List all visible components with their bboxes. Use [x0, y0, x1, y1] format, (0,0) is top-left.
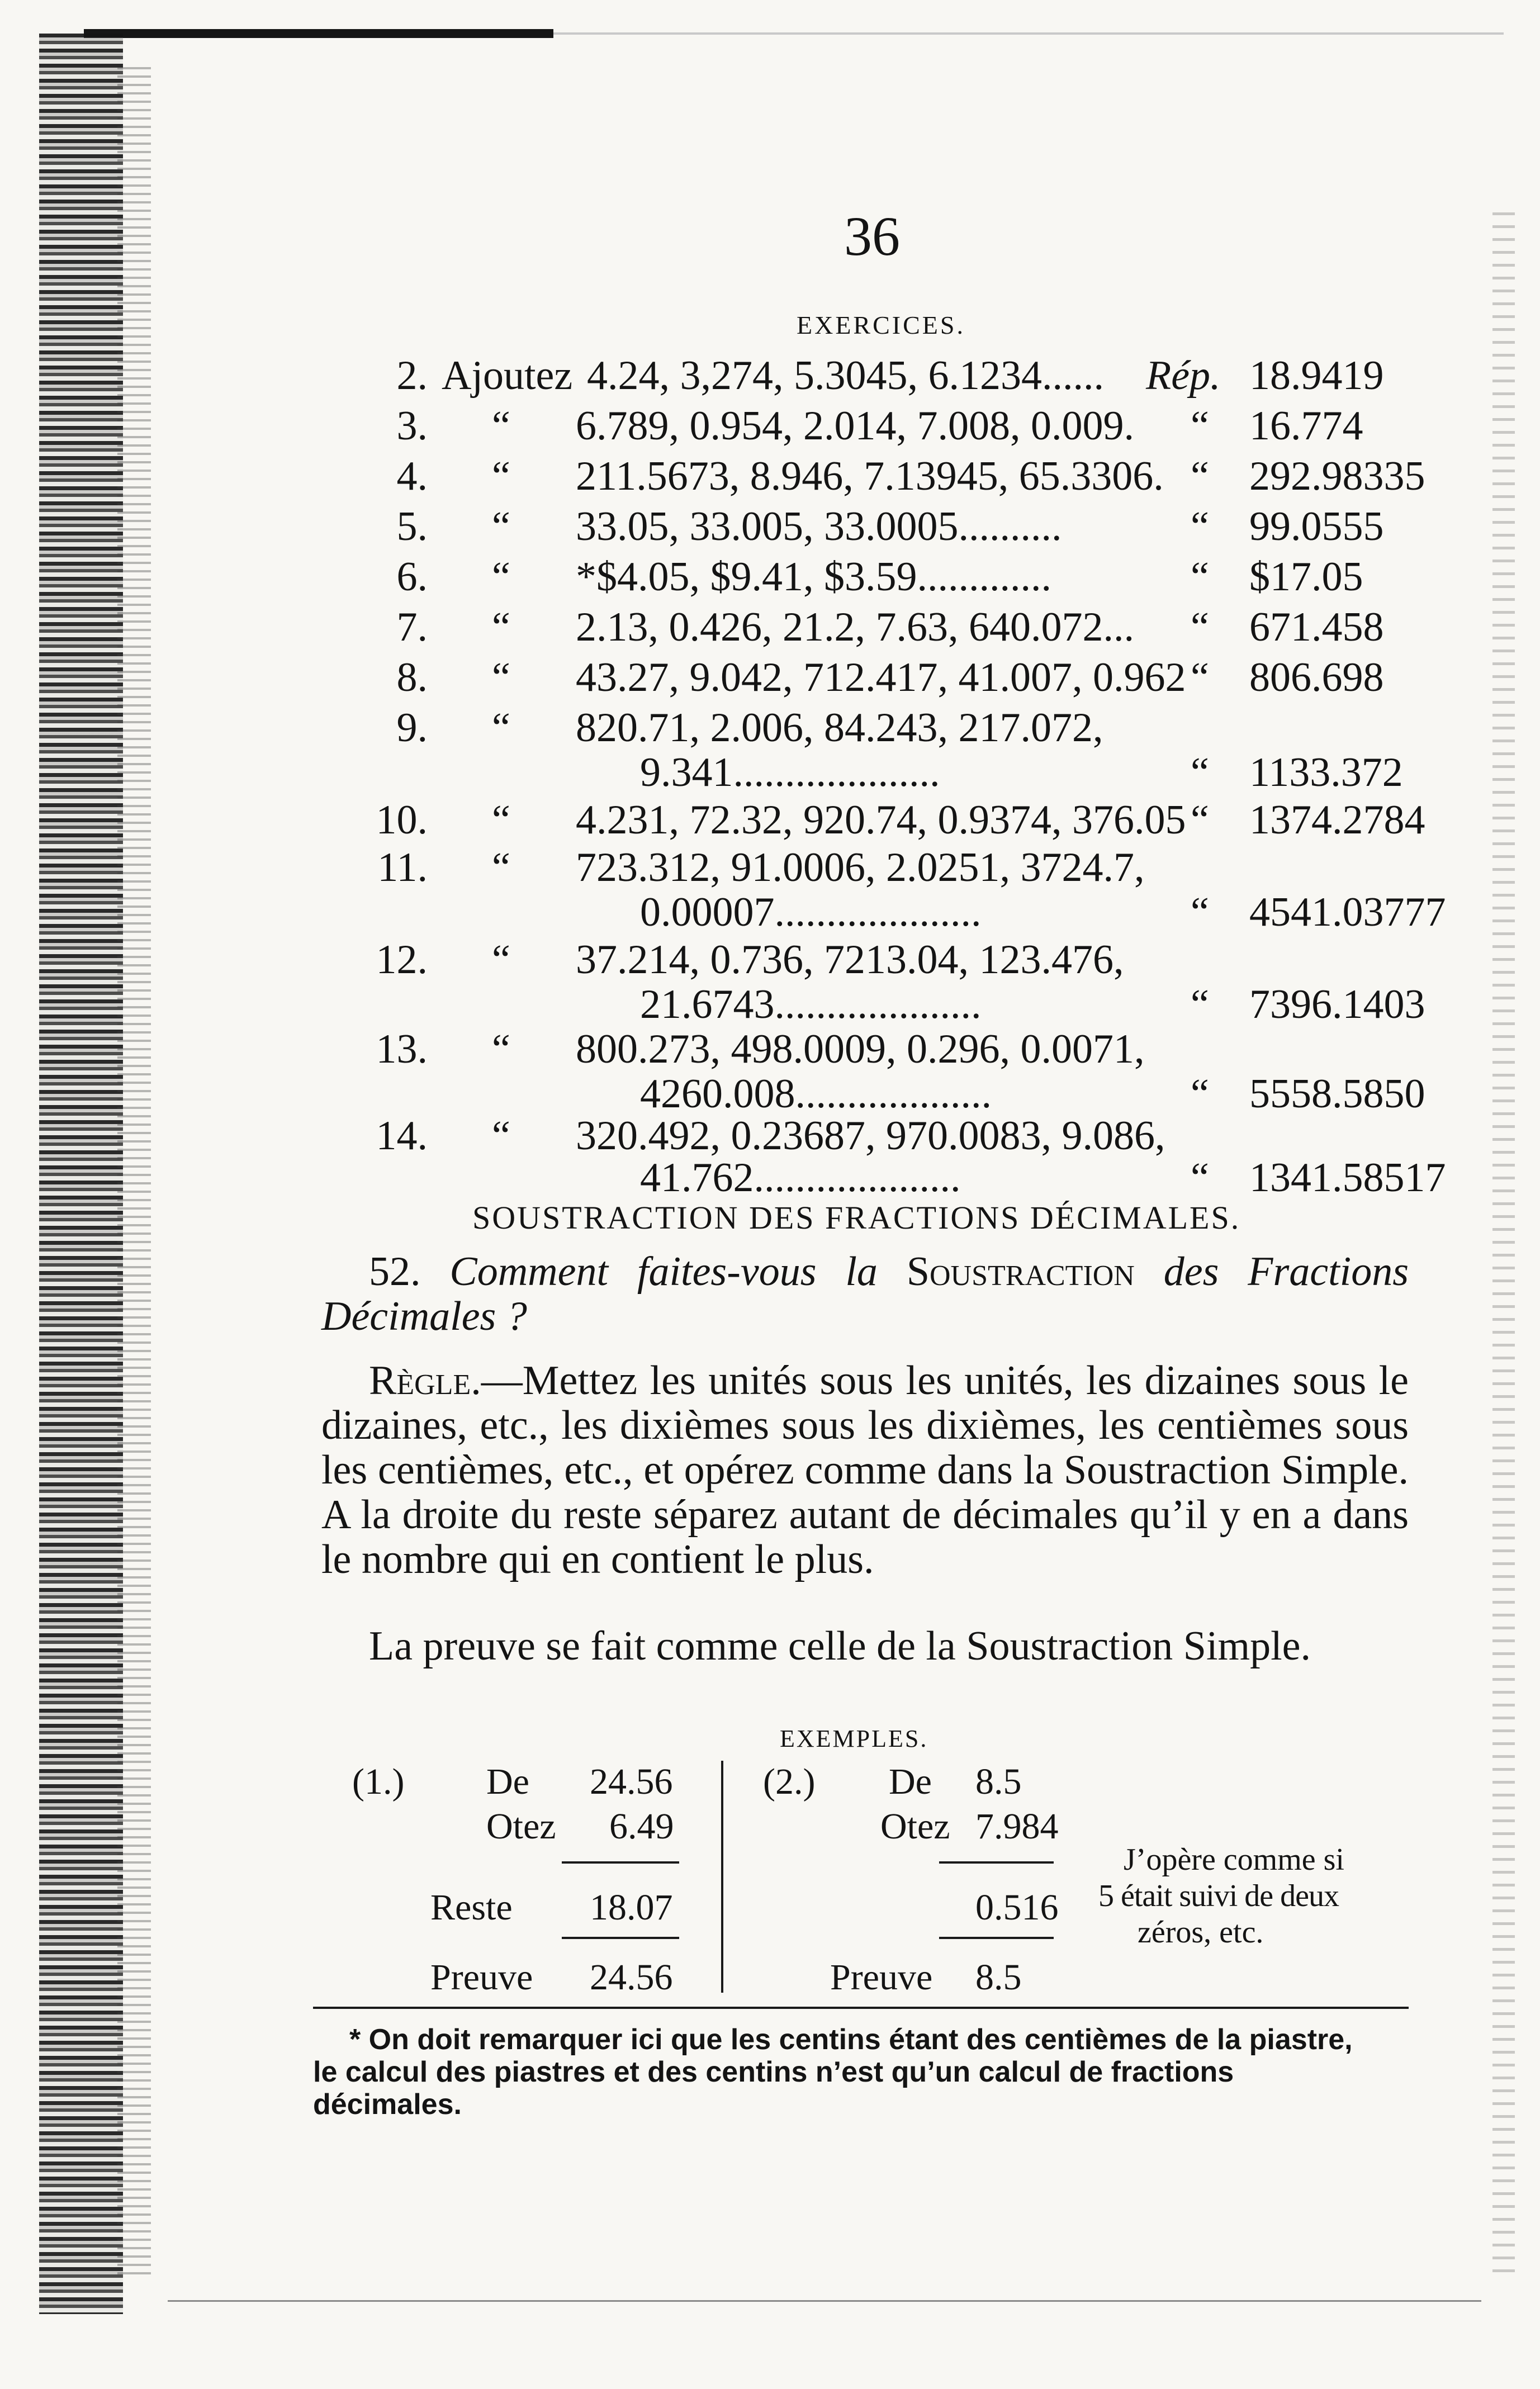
example-1-otez-value: 6.49: [609, 1806, 674, 1847]
example-1-preuve-value: 24.56: [590, 1957, 673, 1998]
scan-edge-top-thin: [553, 32, 1504, 35]
example-note-line: 5 était suivi de deux: [1098, 1879, 1339, 1913]
ditto-mark: “: [492, 604, 510, 650]
example-2-de-label: De: [889, 1761, 932, 1802]
example-1-de-label: De: [486, 1761, 529, 1802]
exercise-numbers-cont: 4260.008...................: [640, 1071, 992, 1117]
footnote-line: * On doit remarquer ici que les centins étant des centièmes de la piastre,: [349, 2023, 1353, 2056]
exercise-number: 10.: [376, 797, 428, 843]
exercise-row: [0, 352, 1540, 402]
exercise-row: [0, 844, 1540, 894]
example-2-rule-1: [939, 1861, 1054, 1864]
ditto-mark: “: [492, 1026, 510, 1072]
question-paragraph: [321, 1249, 1409, 1339]
example-2-label: (2.): [763, 1761, 816, 1802]
example-note-line: J’opère comme si: [1124, 1842, 1344, 1877]
answer-ditto: “: [1191, 889, 1209, 935]
exercise-row: [0, 553, 1540, 604]
exercise-number: 11.: [377, 845, 428, 890]
answer-ditto: “: [1191, 797, 1209, 843]
exercise-numbers: 4.231, 72.32, 920.74, 0.9374, 376.05: [576, 797, 1186, 843]
question-text-2: des Fractions Décimales ?: [321, 1249, 1409, 1339]
examples-heading: EXEMPLES.: [780, 1725, 928, 1752]
section-title: SOUSTRACTION DES FRACTIONS DÉCIMALES.: [472, 1200, 1241, 1236]
exercise-answer: 806.698: [1249, 655, 1384, 700]
ditto-mark: “: [492, 554, 510, 600]
ditto-mark: “: [492, 845, 510, 890]
exercise-answer: 4541.03777: [1249, 889, 1446, 935]
exercise-answer: 5558.5850: [1249, 1071, 1425, 1117]
example-1-rule-1: [562, 1861, 679, 1864]
exercise-row: [0, 654, 1540, 704]
exercise-row: [0, 402, 1540, 453]
question-number: 52.: [369, 1249, 421, 1295]
example-1-preuve-label: Preuve: [430, 1957, 533, 1998]
answer-ditto: “: [1191, 504, 1209, 549]
exercise-verb: Ajoutez: [442, 353, 573, 399]
ditto-mark: “: [492, 937, 510, 983]
exercise-row: [0, 936, 1540, 987]
exercise-numbers-cont: 0.00007....................: [640, 889, 982, 935]
example-2-preuve-value: 8.5: [975, 1957, 1022, 1998]
exercise-row: [0, 1026, 1540, 1076]
answer-ditto: “: [1191, 655, 1209, 700]
exercise-row-continuation: [0, 1154, 1540, 1205]
exercise-numbers: 800.273, 498.0009, 0.296, 0.0071,: [576, 1026, 1145, 1072]
scan-edge-top: [84, 29, 553, 38]
exercise-answer: 292.98335: [1249, 453, 1425, 499]
ditto-mark: “: [492, 705, 510, 751]
exercise-answer: 671.458: [1249, 604, 1384, 650]
exercise-row: [0, 503, 1540, 553]
ditto-mark: “: [492, 1113, 510, 1159]
example-note-line: zéros, etc.: [1138, 1915, 1264, 1950]
footnote-line: décimales.: [313, 2088, 462, 2121]
example-2-preuve-label: Preuve: [830, 1957, 933, 1998]
exercise-number: 13.: [376, 1026, 428, 1072]
exercise-numbers: 320.492, 0.23687, 970.0083, 9.086,: [576, 1113, 1165, 1159]
exercise-answer: $17.05: [1249, 554, 1363, 600]
exercise-answer: 99.0555: [1249, 504, 1384, 549]
exercise-number: 6.: [396, 554, 428, 600]
question-caps: Soustraction: [906, 1249, 1135, 1295]
proof-paragraph: La preuve se fait comme celle de la Soustraction Simple.: [369, 1623, 1311, 1669]
exercises-heading: EXERCICES.: [797, 311, 965, 339]
rule-text: —Mettez les unités sous les unités, les dizaines sous le dizaines, etc., les dixièmes sous les dixièmes, les centièmes sous les centièmes, etc., et opérez comme dans la Soustraction Simple. A la droite du reste séparez autant de décimales qu’il y en a dans le nombre qui en contient le plus.: [321, 1358, 1409, 1582]
exercise-numbers: 37.214, 0.736, 7213.04, 123.476,: [576, 937, 1124, 983]
exercise-answer: 18.9419: [1249, 353, 1384, 399]
ditto-mark: “: [492, 403, 510, 449]
exercise-number: 12.: [376, 937, 428, 983]
exercise-row: [0, 797, 1540, 847]
answer-ditto: “: [1191, 604, 1209, 650]
exercise-numbers: 4.24, 3,274, 5.3045, 6.1234......: [587, 353, 1104, 399]
example-column-separator: [721, 1761, 723, 1993]
example-2-otez-value: 7.984: [975, 1806, 1059, 1847]
example-1-label: (1.): [352, 1761, 405, 1802]
example-1-reste-label: Reste: [430, 1887, 513, 1928]
example-2-de-value: 8.5: [975, 1761, 1022, 1802]
exercise-number: 5.: [396, 504, 428, 549]
exercise-numbers: 820.71, 2.006, 84.243, 217.072,: [576, 705, 1103, 751]
answer-ditto: “: [1191, 982, 1209, 1027]
exercise-answer: 16.774: [1249, 403, 1363, 449]
answer-ditto: “: [1191, 1071, 1209, 1117]
example-2-rule-2: [939, 1937, 1054, 1939]
exercise-number: 2.: [396, 353, 428, 399]
answer-ditto: “: [1191, 554, 1209, 600]
ditto-mark: “: [492, 655, 510, 700]
example-2-reste-value: 0.516: [975, 1887, 1059, 1928]
footnote-rule: [313, 2007, 1409, 2009]
exercise-row: [0, 604, 1540, 654]
exercise-answer: 7396.1403: [1249, 982, 1425, 1027]
ditto-mark: “: [492, 797, 510, 843]
exercise-numbers-cont: 41.762....................: [640, 1155, 961, 1201]
exercise-row-continuation: [0, 981, 1540, 1031]
exercise-numbers: 6.789, 0.954, 2.014, 7.008, 0.009.: [576, 403, 1134, 449]
exercise-number: 14.: [376, 1113, 428, 1159]
exercise-answer: 1133.372: [1249, 750, 1403, 795]
exercise-row-continuation: [0, 749, 1540, 799]
answer-ditto: “: [1191, 453, 1209, 499]
question-text-1: Comment faites-vous la: [449, 1249, 878, 1295]
answer-ditto: “: [1191, 403, 1209, 449]
exercise-row-continuation: [0, 889, 1540, 939]
exercise-numbers: *$4.05, $9.41, $3.59.............: [576, 554, 1051, 600]
exercise-answer: 1341.58517: [1249, 1155, 1446, 1201]
answer-ditto: “: [1191, 750, 1209, 795]
example-1-reste-value: 18.07: [590, 1887, 673, 1928]
exercise-number: 4.: [396, 453, 428, 499]
exercise-numbers: 2.13, 0.426, 21.2, 7.63, 640.072...: [576, 604, 1134, 650]
ditto-mark: “: [492, 453, 510, 499]
exercise-row: [0, 704, 1540, 755]
exercise-number: 7.: [396, 604, 428, 650]
exercise-number: 8.: [396, 655, 428, 700]
exercise-numbers: 723.312, 91.0006, 2.0251, 3724.7,: [576, 845, 1145, 890]
exercise-number: 3.: [396, 403, 428, 449]
exercise-numbers: 43.27, 9.042, 712.417, 41.007, 0.962: [576, 655, 1186, 700]
exercise-numbers: 211.5673, 8.946, 7.13945, 65.3306.: [576, 453, 1164, 499]
exercise-numbers: 33.05, 33.005, 33.0005..........: [576, 504, 1062, 549]
rule-paragraph: [321, 1358, 1409, 1582]
rule-label: Règle.: [369, 1358, 481, 1404]
example-2-otez-label: Otez: [880, 1806, 950, 1847]
ditto-mark: “: [492, 504, 510, 549]
answer-ditto: “: [1191, 1155, 1209, 1201]
answer-label: Rép.: [1146, 353, 1221, 399]
exercise-numbers-cont: 21.6743....................: [640, 982, 982, 1027]
page-number: 36: [844, 205, 900, 267]
exercise-numbers-cont: 9.341....................: [640, 750, 940, 795]
exercise-answer: 1374.2784: [1249, 797, 1425, 843]
exercise-number: 9.: [396, 705, 428, 751]
footnote-line: le calcul des piastres et des centins n’est qu’un calcul de fractions: [313, 2056, 1234, 2088]
exercise-row: [0, 453, 1540, 503]
example-1-otez-label: Otez: [486, 1806, 556, 1847]
footnote: [313, 2023, 1409, 2121]
scan-edge-bottom: [168, 2300, 1481, 2302]
example-1-rule-2: [562, 1937, 679, 1939]
example-1-de-value: 24.56: [590, 1761, 673, 1802]
